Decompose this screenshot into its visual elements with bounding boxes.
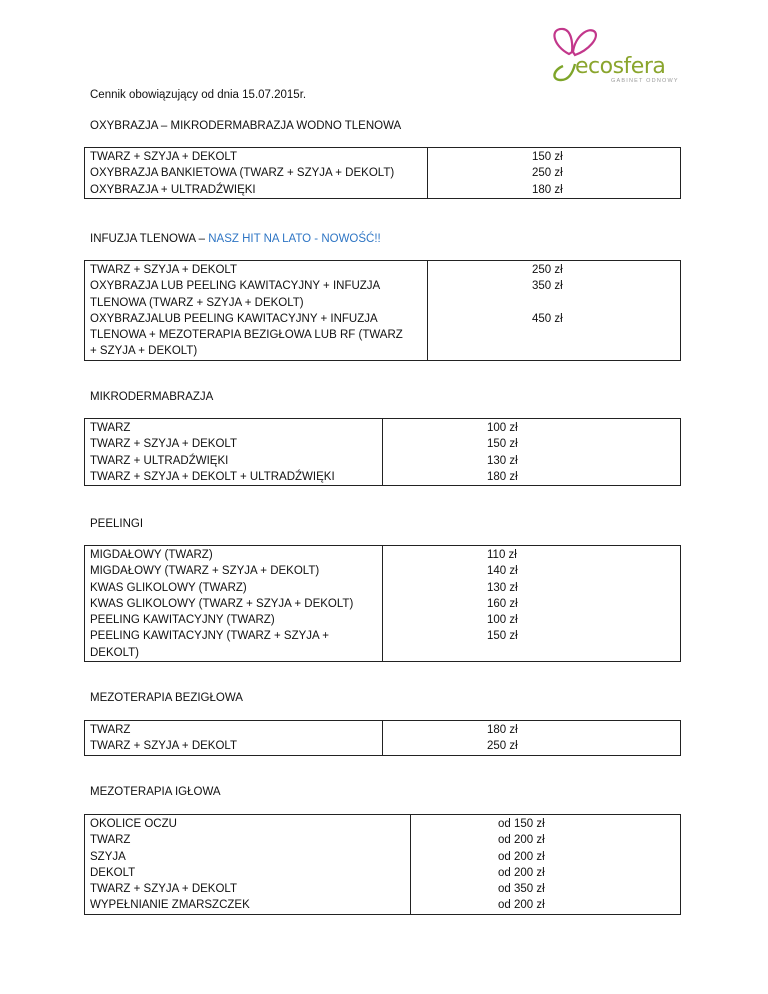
service-item: WYPEŁNIANIE ZMARSZCZEK <box>90 899 250 912</box>
price-value: 180 zł <box>487 724 518 736</box>
service-item: TWARZ <box>90 834 131 847</box>
price-table <box>84 418 681 486</box>
price-value: od 200 zł <box>498 866 545 879</box>
service-item: TWARZ + SZYJA + DEKOLT <box>90 438 237 451</box>
ecosfera-logo <box>549 24 689 88</box>
section-heading-text: MEZOTERAPIA BEZIGŁOWA <box>90 692 243 704</box>
prices-cell <box>383 721 681 756</box>
price-value: 350 zł <box>532 280 563 293</box>
price-table <box>84 147 681 199</box>
service-item: TWARZ + SZYJA + DEKOLT + ULTRADŹWIĘKI <box>90 470 335 483</box>
prices-cell <box>383 419 681 486</box>
section-heading <box>90 518 143 530</box>
price-value: 180 zł <box>532 183 563 196</box>
price-value: od 200 zł <box>498 834 545 847</box>
price-value: 180 zł <box>487 470 518 483</box>
price-value: 100 zł <box>487 422 518 434</box>
price-table <box>84 260 681 361</box>
price-value: 130 zł <box>487 454 518 467</box>
service-item: TWARZ + SZYJA + DEKOLT <box>90 151 237 163</box>
price-value: 150 zł <box>532 151 563 163</box>
services-cell <box>85 261 428 361</box>
service-item: TWARZ <box>90 422 131 434</box>
prices-cell <box>428 148 681 199</box>
service-item: DEKOLT <box>90 866 136 879</box>
section-heading-text: INFUZJA TLENOWA – <box>90 233 209 245</box>
services-cell <box>85 546 383 662</box>
price-value: 110 zł <box>487 549 517 561</box>
service-item: OKOLICE OCZU <box>90 818 177 830</box>
section-heading-highlight: NASZ HIT NA LATO - NOWOŚĆ!! <box>208 233 381 245</box>
service-item: OXYBRAZJA BANKIETOWA (TWARZ + SZYJA + DEKOLT) <box>90 167 395 180</box>
brand-tagline: GABINET ODNOWY <box>611 78 679 84</box>
section-heading-text: PEELINGI <box>90 518 144 530</box>
service-item: TWARZ + SZYJA + DEKOLT <box>90 740 237 753</box>
price-value: 140 zł <box>487 565 518 578</box>
section-heading-text: OXYBRAZJA – MIKRODERMABRAZJA WODNO TLENOWA <box>90 120 402 132</box>
section-heading <box>90 233 381 245</box>
price-value: 160 zł <box>487 597 518 610</box>
section-heading-text: MIKRODERMABRAZJA <box>90 391 214 403</box>
service-item: PEELING KAWITACYJNY (TWARZ + SZYJA + <box>90 630 329 643</box>
services-cell <box>85 721 383 756</box>
prices-cell <box>411 815 681 915</box>
service-item: PEELING KAWITACYJNY (TWARZ) <box>90 614 275 627</box>
prices-cell <box>428 261 681 361</box>
price-value: 130 zł <box>487 581 518 594</box>
service-item: TWARZ + SZYJA + DEKOLT <box>90 264 237 276</box>
service-item: OXYBRAZJALUB PEELING KAWITACYJNY + INFUZJA <box>90 312 378 325</box>
service-item: DEKOLT) <box>90 646 139 659</box>
section-heading-text: MEZOTERAPIA IGŁOWA <box>90 786 221 798</box>
services-cell <box>85 815 411 915</box>
service-item: TWARZ + SZYJA + DEKOLT <box>90 883 237 896</box>
price-value: od 200 zł <box>498 850 545 863</box>
service-item: OXYBRAZJA + ULTRADŹWIĘKI <box>90 183 256 196</box>
service-item: KWAS GLIKOLOWY (TWARZ + SZYJA + DEKOLT) <box>90 597 354 610</box>
prices-cell <box>383 546 681 662</box>
service-item: MIGDAŁOWY (TWARZ + SZYJA + DEKOLT) <box>90 565 320 578</box>
service-item: SZYJA <box>90 850 126 863</box>
price-value: od 200 zł <box>498 899 545 912</box>
service-item: + SZYJA + DEKOLT) <box>90 345 198 358</box>
section-heading <box>90 692 243 704</box>
price-value: 450 zł <box>532 312 563 325</box>
services-cell <box>85 148 428 199</box>
price-value: od 150 zł <box>498 818 545 830</box>
service-item: TWARZ <box>90 724 131 736</box>
service-item: MIGDAŁOWY (TWARZ) <box>90 549 213 561</box>
price-list-title: Cennik obowiązujący od dnia 15.07.2015r. <box>90 89 307 101</box>
price-table <box>84 720 681 756</box>
service-item: TLENOWA + MEZOTERAPIA BEZIGŁOWA LUB RF (TWARZ <box>90 329 403 342</box>
price-value: 150 zł <box>487 438 518 451</box>
price-value: 250 zł <box>487 740 518 753</box>
service-item: KWAS GLIKOLOWY (TWARZ) <box>90 581 247 594</box>
price-value: 250 zł <box>532 264 563 276</box>
section-heading <box>90 786 221 798</box>
service-item: OXYBRAZJA LUB PEELING KAWITACYJNY + INFUZJA <box>90 280 381 293</box>
section-heading <box>90 391 213 403</box>
brand-name: ecosfera <box>575 54 666 79</box>
price-value: 150 zł <box>487 630 518 643</box>
services-cell <box>85 419 383 486</box>
section-heading <box>90 120 401 132</box>
price-table <box>84 545 681 662</box>
price-value: od 350 zł <box>498 883 545 896</box>
service-item: TWARZ + ULTRADŹWIĘKI <box>90 454 229 467</box>
price-value: 250 zł <box>532 167 563 180</box>
price-value: 100 zł <box>487 614 518 627</box>
service-item: TLENOWA (TWARZ + SZYJA + DEKOLT) <box>90 296 304 309</box>
price-table <box>84 814 681 915</box>
